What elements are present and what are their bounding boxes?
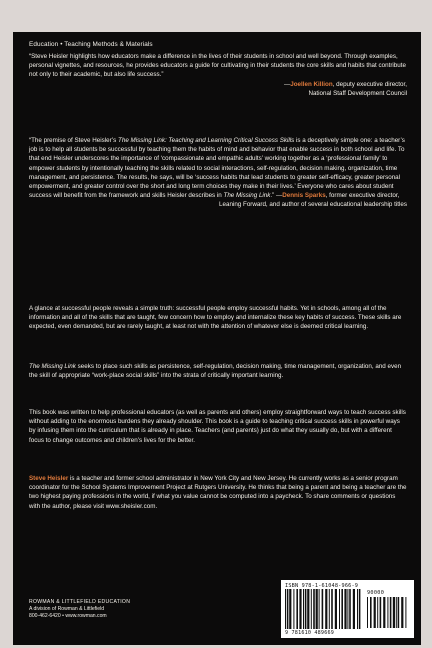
barcode-bar: [347, 589, 348, 629]
back-cover: [13, 32, 421, 645]
publisher-division: A division of Rowman & Littlefield: [29, 606, 105, 612]
barcode-bar: [299, 589, 301, 629]
barcode-bar: [341, 589, 343, 629]
barcode-bar: [331, 589, 333, 629]
quote-text: “The premise of Steve Heisler’s The Missing Link: Teaching and Learning Critical Success Skills is a deceptively simple one: a teacher’s job is to help all students be successful by teaching them the habits of mind and behavior that enable success in both school and life. To that end Heisler underscores the importance of ‘compassionate and empathic adults’ working together as a ‘professional family’ to empower students by intentionally teaching the skills related to social interactions, self-regulation, decision making, organization, time management, and persistence. The results, he says, will be ‘success habits that lead students to greater self-efficacy, greater personal empowerment, and greater control over the short and long term choices they make in their lives.’ Everyone who cares about student success will benefit from the framework and skills Heisler describes in The Missing Link.” —Dennis Sparks, former executive director,: [29, 137, 405, 200]
barcode-bar: [353, 589, 355, 629]
barcode-bar: [387, 597, 388, 628]
publisher-name: ROWMAN & LITTLEFIELD EDUCATION: [29, 599, 131, 605]
barcode-bar: [344, 589, 346, 629]
book-title: The Missing Link: [29, 363, 76, 370]
barcode-bar: [285, 589, 286, 629]
barcode-bar: [383, 597, 385, 628]
barcode-bar: [335, 589, 337, 629]
endorsement-sparks: [29, 136, 407, 210]
barcode-bar: [296, 589, 298, 629]
endorsement-killion: [29, 52, 407, 98]
barcode-bar: [359, 589, 361, 629]
barcode-bar: [374, 597, 376, 628]
category-label: Education • Teaching Methods & Materials: [29, 41, 153, 48]
publisher-info: [29, 599, 130, 620]
description-paragraph-3: This book was written to help professional educators (as well as parents and others) employ straightforward ways to teach success skills without adding to the enormous burdens they already shoulder. This book is a guide to teaching critical success skills in powerful ways by infusing them into the curriculum that is already in place. Teachers (and parents) just do what they usually do, but with a different focus to change outcomes and children’s lives for the better.: [29, 409, 406, 444]
publisher-contact: 800-462-6420 • www.rowman.com: [29, 613, 107, 619]
barcode-bar: [401, 597, 403, 628]
endorser-name: Joellen Killion: [290, 80, 333, 88]
barcode-bar: [322, 589, 324, 629]
quote-attribution: —Joellen Killion, deputy executive director,: [284, 80, 407, 88]
ean-barcode-icon: [285, 589, 363, 629]
price-barcode-icon: [367, 597, 409, 628]
description-paragraph-1: A glance at successful people reveals a simple truth: successful people employ successful habits. Yet in schools, among all of the information and all of the skills that are taught, few concern how to employ and internalize these key habits of success. These skills are expected, even demanded, but are rarely taught, at least not with the attention of whatever else is deemed critical learning.: [29, 305, 402, 331]
barcode-bar: [329, 589, 330, 629]
barcode-bar: [293, 589, 294, 629]
barcode-bar: [405, 597, 406, 628]
barcode-bar: [370, 597, 372, 628]
book-title: The Missing Link: [223, 192, 271, 200]
barcode-bar: [339, 589, 340, 629]
author-name: Steve Heisler: [29, 475, 69, 482]
barcode-bar: [398, 597, 400, 628]
barcode-bar: [377, 597, 378, 628]
quote-text: “Steve Heisler highlights how educators make a difference in the lives of their students in school and well beyond. Through examples, personal vignettes, and resources, he provides educators a guide for cultivating in their students the core skills and habits that contribute not only to their academic, but also life success.”: [29, 53, 406, 79]
barcode-bar: [396, 597, 397, 628]
description-paragraph-2: The Missing Link seeks to place such skills as persistence, self-regulation, decision making, time management, organization, and even the skill of appropriate “work-place social skills” into the strata of critically important learning.: [29, 363, 402, 380]
barcode-bar: [305, 589, 307, 629]
barcode-bar: [303, 589, 304, 629]
book-title: The Missing Link: Teaching and Learning Critical Success Skills: [118, 137, 295, 144]
barcode-bar: [311, 589, 312, 629]
endorser-name: Dennis Sparks: [282, 192, 326, 200]
barcode-bar: [349, 589, 351, 629]
barcode-bar: [316, 589, 318, 629]
barcode-bar: [307, 589, 309, 629]
price-code: 90000: [367, 590, 385, 596]
barcode-bar: [393, 597, 395, 628]
barcode: [281, 580, 414, 638]
barcode-bar: [313, 589, 315, 629]
isbn-text: ISBN 978-1-61048-966-9: [285, 583, 359, 589]
endorser-org: National Staff Development Council: [308, 89, 407, 97]
barcode-bar: [380, 597, 382, 628]
barcode-bar: [289, 589, 291, 629]
barcode-bar: [325, 589, 327, 629]
barcode-bar: [357, 589, 358, 629]
barcode-bar: [390, 597, 392, 628]
endorser-org: Leaning Forward, and author of several educational leadership titles: [219, 201, 407, 209]
barcode-bar: [287, 589, 289, 629]
barcode-bar: [319, 589, 320, 629]
author-bio: Steve Heisler is a teacher and former school administrator in New York City and New Jersey. He currently works as a senior program coordinator for the School Systems Improvement Project at Rutgers University. He thinks that being a parent and being a teacher are the two highest paying professions in the world, if what you value cannot be computed into a paycheck. To share comments or questions with the author, please visit www.sheisler.com.: [29, 475, 407, 510]
barcode-bar: [367, 597, 368, 628]
barcode-number: 9 781610 489669: [285, 630, 335, 636]
